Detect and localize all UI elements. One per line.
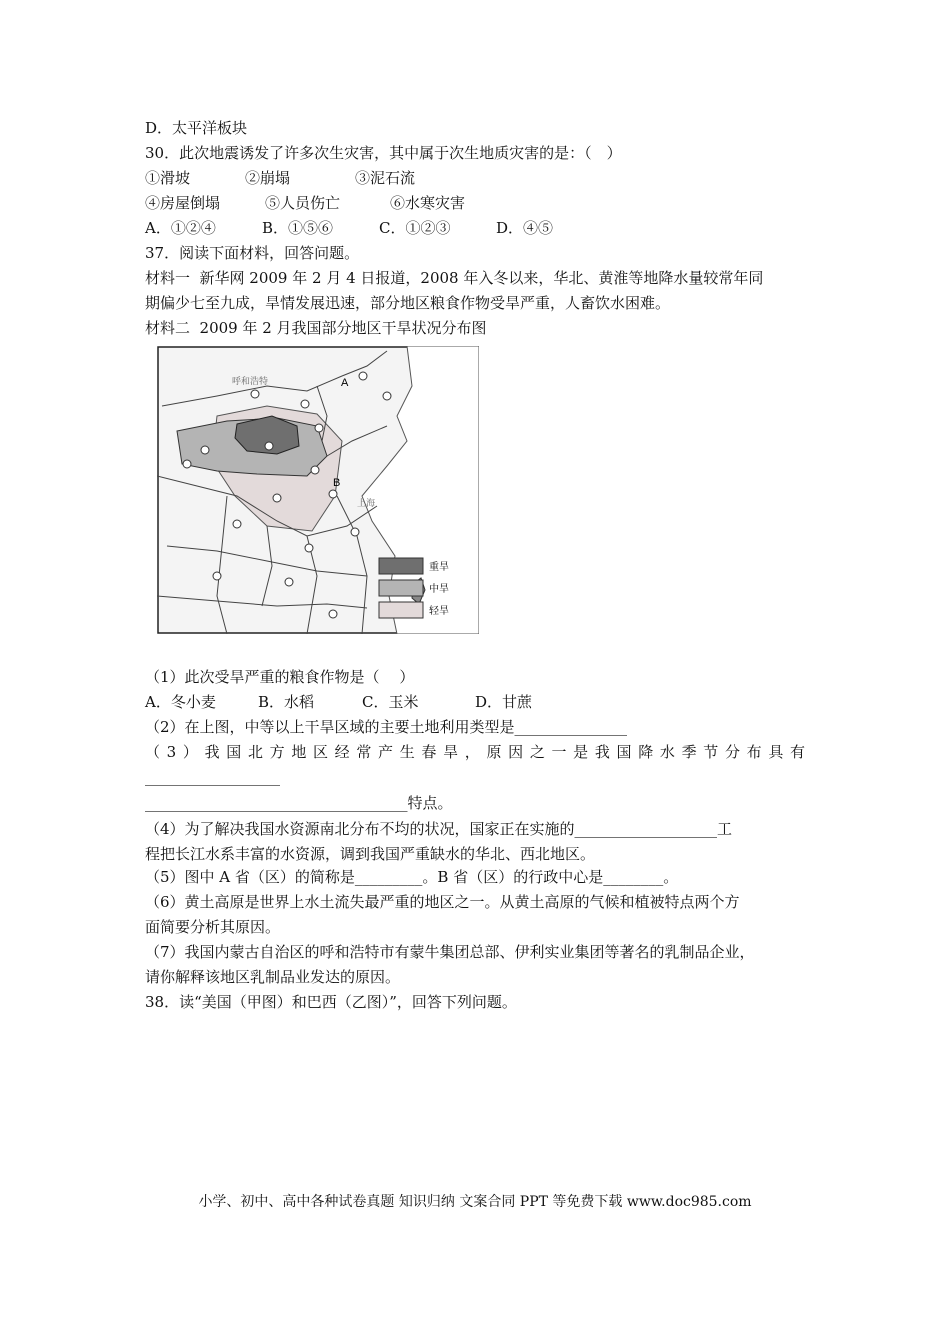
sub-question-6-line1: （6）黄土高原是世界上水土流失最严重的地区之一。从黄土高原的气候和植被特点两个方 — [145, 893, 740, 911]
answer-c: C．①②③ — [379, 219, 451, 237]
sub-question-3-line2: ___________________________________特点。 — [145, 794, 453, 812]
q30-answers — [145, 218, 553, 238]
map-legend — [379, 558, 449, 618]
legend-swatch-severe — [379, 558, 423, 574]
answer-b: B．①⑤⑥ — [262, 219, 334, 237]
sub-question-3-line1: （3）我国北方地区经常产生春旱，原因之一是我国降水季节分布具有 — [145, 743, 805, 761]
legend-swatch-medium — [379, 580, 423, 596]
choice-1: ①滑坡 — [145, 169, 191, 187]
choice-6: ⑥水寒灾害 — [390, 194, 466, 212]
legend-label-medium: 中旱 — [429, 584, 449, 595]
q30-choices-row1 — [145, 168, 415, 188]
q1-option-b: B．水稻 — [258, 693, 315, 711]
material-1-line1: 材料一 新华网 2009 年 2 月 4 日报道，2008 年入冬以来，华北、黄淮等地降水量较常年同 — [145, 269, 764, 287]
material-2-caption: 材料二 2009 年 2 月我国部分地区干旱状况分布图 — [145, 319, 487, 337]
sub-question-3-blank: __________________ — [145, 768, 280, 786]
sub-question-7-line2: 请你解释该地区乳制品业发达的原因。 — [145, 968, 401, 986]
sub-question-5: （5）图中 A 省（区）的简称是_________。B 省（区）的行政中心是________。 — [145, 868, 679, 886]
choice-3: ③泥石流 — [355, 169, 416, 187]
q1-option-d: D．甘蔗 — [475, 693, 533, 711]
question-37: 37．阅读下面材料，回答问题。 — [145, 244, 360, 262]
legend-label-severe: 重旱 — [429, 562, 449, 573]
q30-choices-row2 — [145, 193, 465, 213]
question-38: 38．读“美国（甲图）和巴西（乙图）”，回答下列问题。 — [145, 993, 517, 1011]
label-city-north: 呼和浩特 — [232, 376, 269, 386]
drought-map — [157, 346, 479, 634]
sub-question-1: （1）此次受旱严重的粮食作物是（ ） — [145, 668, 415, 686]
legend-label-light: 轻旱 — [429, 606, 449, 617]
page-footer: 小学、初中、高中各种试卷真题 知识归纳 文案合同 PPT 等免费下载 www.doc985.com — [198, 1194, 752, 1210]
label-a: A — [341, 377, 349, 389]
sub-question-1-options — [145, 692, 532, 712]
question-30: 30．此次地震诱发了许多次生灾害，其中属于次生地质灾害的是：（ ） — [145, 144, 622, 162]
sub-question-2: （2）在上图，中等以上干旱区域的主要土地利用类型是_______________ — [145, 718, 628, 736]
sub-question-4-line2: 程把长江水系丰富的水资源，调到我国严重缺水的华北、西北地区。 — [145, 845, 596, 863]
choice-5: ⑤人员伤亡 — [265, 194, 341, 212]
material-1-line2: 期偏少七至九成，旱情发展迅速，部分地区粮食作物受旱严重，人畜饮水困难。 — [145, 294, 671, 312]
sub-question-6-line2: 面简要分析其原因。 — [145, 918, 281, 936]
answer-d: D．④⑤ — [496, 219, 554, 237]
sub-question-4-line1: （4）为了解决我国水资源南北分布不均的状况，国家正在实施的___________________工 — [145, 820, 733, 838]
label-shanghai: 上海 — [357, 498, 376, 508]
sub-question-7-line1: （7）我国内蒙古自治区的呼和浩特市有蒙牛集团总部、伊利实业集团等著名的乳制品企业， — [145, 943, 755, 961]
choice-2: ②崩塌 — [245, 169, 291, 187]
choice-4: ④房屋倒塌 — [145, 194, 221, 212]
option-d-pacific-plate: D．太平洋板块 — [145, 119, 248, 137]
q1-option-a: A．冬小麦 — [145, 693, 216, 711]
q1-option-c: C．玉米 — [362, 693, 419, 711]
legend-swatch-light — [379, 602, 423, 618]
answer-a: A．①②④ — [145, 219, 216, 237]
label-b: B — [333, 477, 341, 489]
